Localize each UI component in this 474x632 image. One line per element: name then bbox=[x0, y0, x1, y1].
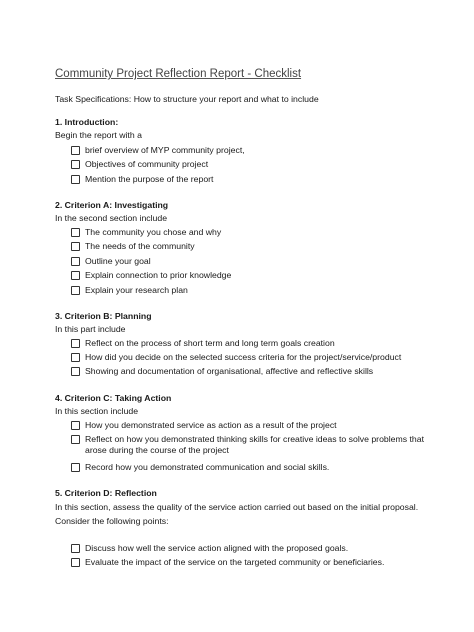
checklist-item[interactable] bbox=[71, 227, 221, 238]
checklist-item-label: Reflect on how you demonstrated thinking skills for creative ideas to solve problems that arose during the course of the project bbox=[85, 434, 424, 455]
section-intro: Consider the following points: bbox=[55, 516, 169, 526]
checklist-item[interactable] bbox=[71, 557, 384, 568]
section-heading-reflection: 5. Criterion D: Reflection bbox=[55, 488, 157, 498]
section-heading-investigating: 2. Criterion A: Investigating bbox=[55, 200, 169, 210]
checkbox-icon[interactable] bbox=[71, 242, 80, 251]
checklist-item-label: The needs of the community bbox=[85, 241, 195, 251]
checkbox-icon[interactable] bbox=[71, 271, 80, 280]
checklist-item[interactable] bbox=[71, 174, 213, 185]
checklist-item[interactable] bbox=[71, 434, 430, 456]
checklist-item-label: How did you decide on the selected success criteria for the project/service/product bbox=[85, 352, 402, 362]
checklist-item[interactable] bbox=[71, 256, 151, 267]
checklist-item[interactable] bbox=[71, 159, 208, 170]
checkbox-icon[interactable] bbox=[71, 146, 80, 155]
checklist-item[interactable] bbox=[71, 543, 348, 554]
checkbox-icon[interactable] bbox=[71, 421, 80, 430]
checklist-item-label: Explain your research plan bbox=[85, 285, 188, 295]
section-intro: In this part include bbox=[55, 324, 126, 334]
checklist-item[interactable] bbox=[71, 285, 188, 296]
checklist-item-label: Discuss how well the service action aligned with the proposed goals. bbox=[85, 543, 349, 553]
document-title: Community Project Reflection Report - Checklist bbox=[55, 68, 302, 80]
section-heading-planning: 3. Criterion B: Planning bbox=[55, 311, 152, 321]
checklist-item-label: The community you chose and why bbox=[85, 227, 222, 237]
checkbox-icon[interactable] bbox=[71, 175, 80, 184]
section-heading-taking-action: 4. Criterion C: Taking Action bbox=[55, 393, 172, 403]
section-intro: Begin the report with a bbox=[55, 130, 142, 140]
checklist-item[interactable] bbox=[71, 241, 195, 252]
checklist-item-label: Evaluate the impact of the service on the targeted community or beneficiaries. bbox=[85, 557, 385, 567]
checklist-item-label: brief overview of MYP community project, bbox=[85, 145, 245, 155]
section-intro: In this section include bbox=[55, 406, 139, 416]
checkbox-icon[interactable] bbox=[71, 558, 80, 567]
checkbox-icon[interactable] bbox=[71, 339, 80, 348]
checklist-item-label: Objectives of community project bbox=[85, 159, 209, 169]
checklist-item-label: Mention the purpose of the report bbox=[85, 174, 214, 184]
checkbox-icon[interactable] bbox=[71, 353, 80, 362]
task-specifications: Task Specifications: How to structure your report and what to include bbox=[55, 94, 319, 104]
checklist-item[interactable] bbox=[71, 352, 401, 363]
checkbox-icon[interactable] bbox=[71, 286, 80, 295]
section-intro: In the second section include bbox=[55, 213, 168, 223]
checkbox-icon[interactable] bbox=[71, 463, 80, 472]
section-heading-introduction: 1. Introduction: bbox=[55, 117, 119, 127]
checklist-item-label: Explain connection to prior knowledge bbox=[85, 270, 232, 280]
checkbox-icon[interactable] bbox=[71, 160, 80, 169]
checkbox-icon[interactable] bbox=[71, 544, 80, 553]
checklist-item[interactable] bbox=[71, 338, 335, 349]
checklist-item-label: Showing and documentation of organisational, affective and reflective skills bbox=[85, 366, 374, 376]
checklist-item[interactable] bbox=[71, 270, 231, 281]
checkbox-icon[interactable] bbox=[71, 257, 80, 266]
checklist-item[interactable] bbox=[71, 462, 329, 473]
checkbox-icon[interactable] bbox=[71, 435, 80, 444]
checklist-item[interactable] bbox=[71, 145, 245, 156]
checklist-item[interactable] bbox=[71, 420, 337, 431]
checkbox-icon[interactable] bbox=[71, 228, 80, 237]
checklist-item-label: Record how you demonstrated communication and social skills. bbox=[85, 462, 330, 472]
checklist-item[interactable] bbox=[71, 366, 373, 377]
checkbox-icon[interactable] bbox=[71, 367, 80, 376]
checklist-item-label: How you demonstrated service as action as a result of the project bbox=[85, 420, 337, 430]
section-intro: In this section, assess the quality of the service action carried out based on the initial proposal. bbox=[55, 502, 419, 512]
checklist-item-label: Outline your goal bbox=[85, 256, 151, 266]
checklist-item-label: Reflect on the process of short term and long term goals creation bbox=[85, 338, 335, 348]
